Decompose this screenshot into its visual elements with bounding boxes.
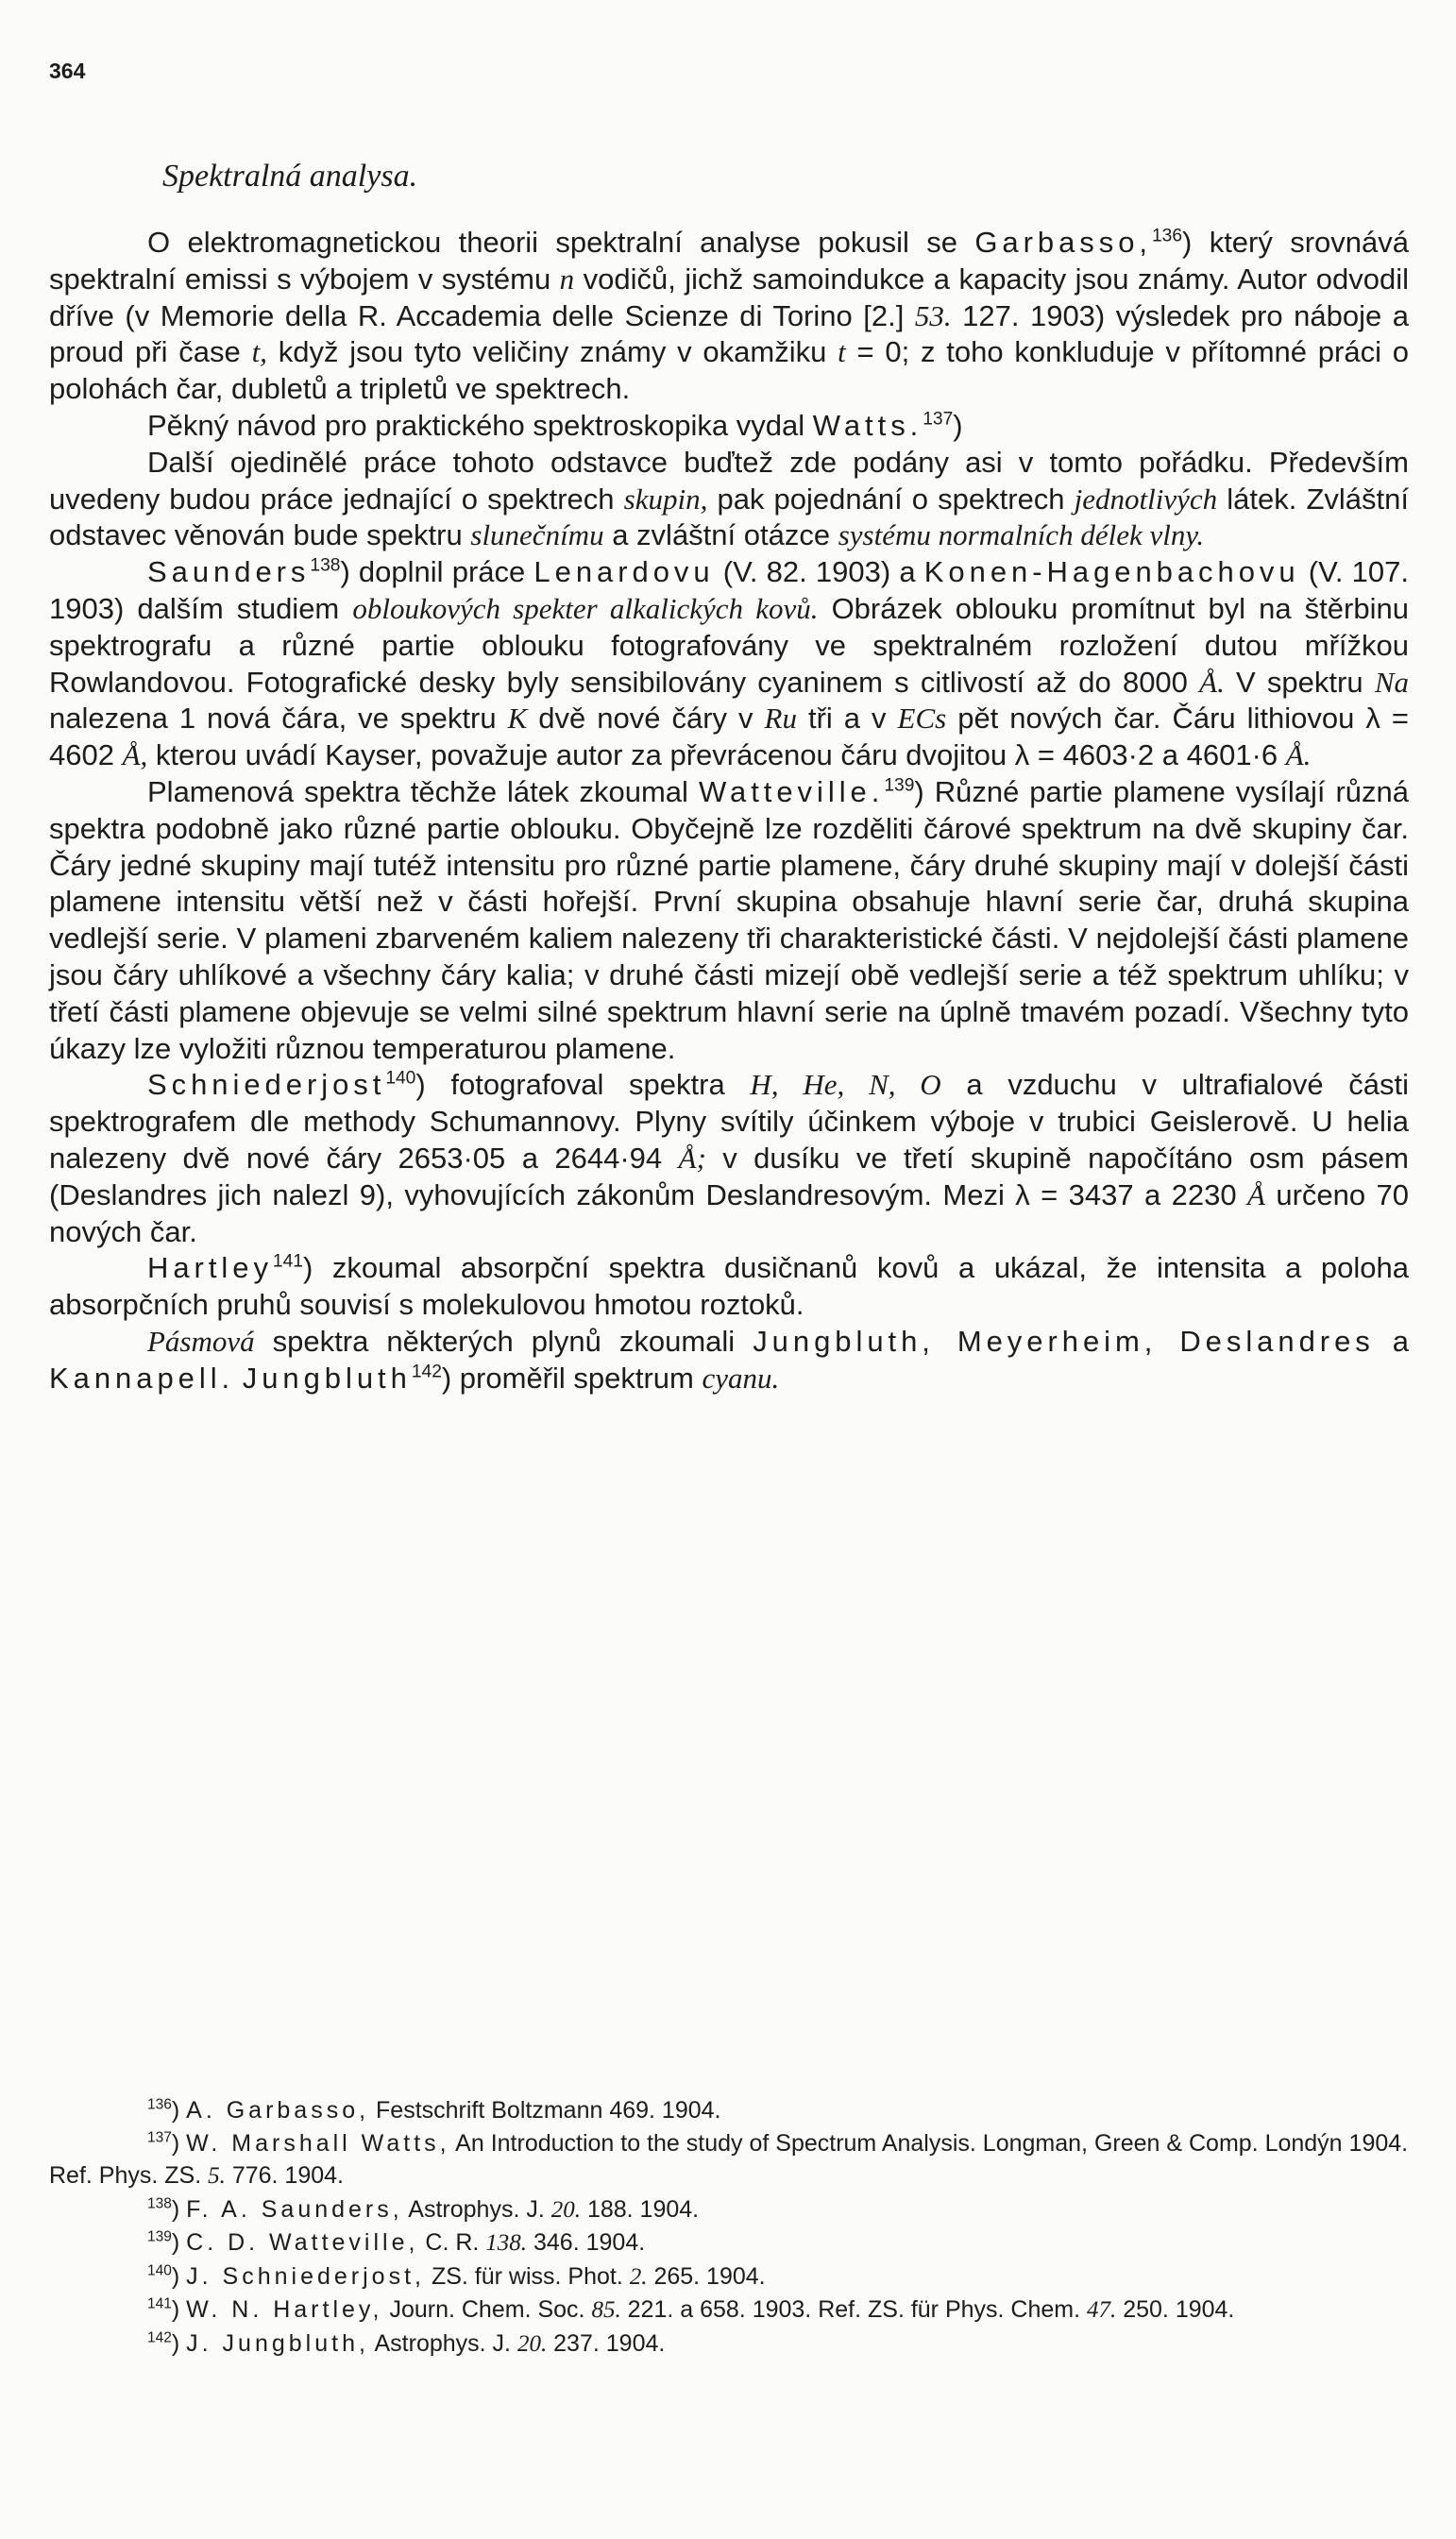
author-name: Garbasso, — [974, 226, 1152, 259]
paragraph-watts: Pěkný návod pro praktického spektroskopika vydal Watts.$^{137}$) — [147, 408, 963, 442]
author-name: Schniederjost — [147, 1068, 386, 1102]
paragraph-garbasso: O elektromagnetickou theorii spektralní analyse pokusil se Garbasso,$^{136}$) který srovnává spektralní emissi s výbojem v systému n vodičů, jichž samoindukce a kapacity jsou známy. Autor odvodil dříve (v Memorie della R. Accademia delle Scienze di Torino [2.] 53. 127. 1903) výsledek pro náboje a proud při čase t, když jsou tyto veličiny známy v okamžiku t = 0; z toho konkluduje v přítomné práci o polohách čar, dubletů a tripletů ve spektrech. — [49, 226, 1409, 406]
paragraph-overview: Další ojedinělé práce tohoto odstavce buďtež zde podány asi v tomto pořádku. Především uvedeny budou práce jednající o spektrech skupin, pak pojednání o spektrech jednotlivých látek. Zvláštní odstavec věnován bude spektru slunečnímu a zvláštní otázce systému normalních délek vlny. — [49, 445, 1410, 552]
paragraph-hartley: Hartley$^{141}$) zkoumal absorpční spektra dusičnanů kovů a ukázal, že intensita a poloha absorpčních pruhů souvisí s molekulovou hmotou roztoků. — [49, 1251, 1409, 1322]
footnote-ref: 136 — [1151, 226, 1183, 246]
author-name: Watteville. — [698, 774, 885, 808]
author-name: Hartley — [147, 1251, 273, 1285]
footnote: $^{138}$) F. A. Saunders, Astrophys. J. 20. 188. 1904. — [147, 2195, 700, 2223]
footnotes — [49, 2094, 1409, 2361]
paragraph-schniederjost: Schniederjost$^{140}$) fotografoval spektra H, He, N, O a vzduchu v ultrafialové části spektrografem dle methody Schumannovy. Plyny svítily účinkem výboje v trubici Geislerově. U helia nalezeny dvě nové čáry 2653·05 a 2644·94 Å; v dusíku ve třetí skupině napočítáno osm pásem (Deslandres jich nalezl 9), vyhovujících zákonům Deslandresovým. Mezi λ = 3437 a 2230 Å určeno 70 nových čar. — [49, 1068, 1409, 1248]
section-title: Spektralná analysa. — [162, 159, 418, 194]
footnote: $^{137}$) W. Marshall Watts, An Introduction to the study of Spectrum Analysis. Longman, Green & Comp. Londýn 1904. Ref. Phys. ZS. 5. 776. 1904. — [49, 2129, 1409, 2189]
footnote-ref: 140 — [385, 1069, 416, 1089]
page-number: 364 — [49, 59, 86, 83]
footnote-ref: 138 — [310, 555, 341, 576]
footnote: $^{141}$) W. N. Hartley, Journ. Chem. Soc. 85. 221. a 658. 1903. Ref. ZS. für Phys. Chem. 47. 250. 1904. — [147, 2295, 1235, 2323]
footnote: $^{142}$) J. Jungbluth, Astrophys. J. 20. 237. 1904. — [147, 2329, 666, 2357]
paragraph-jungbluth: Pásmová spektra některých plynů zkoumali Jungbluth, Meyerheim, Deslandres a Kannapell. Jungbluth$^{142}$) proměřil spektrum cyanu. — [49, 1324, 1409, 1395]
footnote-ref: 142 — [411, 1362, 442, 1382]
author-name: Saunders — [147, 555, 311, 589]
footnote-ref: 141 — [272, 1251, 303, 1272]
footnote: $^{139}$) C. D. Watteville, C. R. 138. 346. 1904. — [147, 2228, 646, 2256]
footnote-ref: 137 — [923, 409, 954, 430]
author-name: Watts. — [812, 408, 923, 442]
footnote-ref: 139 — [884, 775, 915, 796]
main-text — [49, 225, 1409, 1397]
footnote: $^{140}$) J. Schniederjost, ZS. für wiss. Phot. 2. 265. 1904. — [147, 2262, 766, 2290]
paragraph-watteville: Plamenová spektra těchže látek zkoumal Watteville.$^{139}$) Různé partie plamene vysílají různá spektra podobně jako různé partie oblouku. Obyčejně lze rozděliti čárové spektrum na dvě skupiny čar. Čáry jedné skupiny mají tutéž intensitu pro různé partie plamene, čáry druhé skupiny mají v dolejší části plamene intensitu větší než v části hořejší. První skupina obsahuje hlavní serie čar, druhá skupina vedlejší serie. V plameni zbarveném kaliem nalezeny tři charakteristické části. V nejdolejší části plamene jsou čáry uhlíkové a všechny čáry kalia; v druhé části mizejí obě vedlejší serie a též spektrum uhlíku; v třetí části plamene objevuje se velmi silné spektrum hlavní serie na úplně tmavém pozadí. Všechny tyto úkazy lze vyložiti různou temperaturou plamene. — [49, 774, 1409, 1065]
footnote: $^{136}$) A. Garbasso, Festschrift Boltzmann 469. 1904. — [147, 2096, 721, 2124]
author-name: Jungbluth — [242, 1361, 412, 1395]
paragraph-saunders: Saunders$^{138}$) doplnil práce Lenardovu (V. 82. 1903) a Konen-Hagenbachovu (V. 107. 1903) dalším studiem obloukových spekter alkalických kovů. Obrázek oblouku promítnut byl na štěrbinu spektrografu a různé partie oblouku fotografovány ve spektralném rozložení dutou mřížkou Rowlandovou. Fotografické desky byly sensibilovány cyaninem s citlivostí až do 8000 Å. V spektru Na nalezena 1 nová čára, ve spektru K dvě nové čáry v Ru tři a v ECs pět nových čar. Čáru lithiovou λ = 4602 Å, kterou uvádí Kayser, považuje autor za převrácenou čáru dvojitou λ = 4603·2 a 4601·6 Å. — [49, 555, 1410, 772]
